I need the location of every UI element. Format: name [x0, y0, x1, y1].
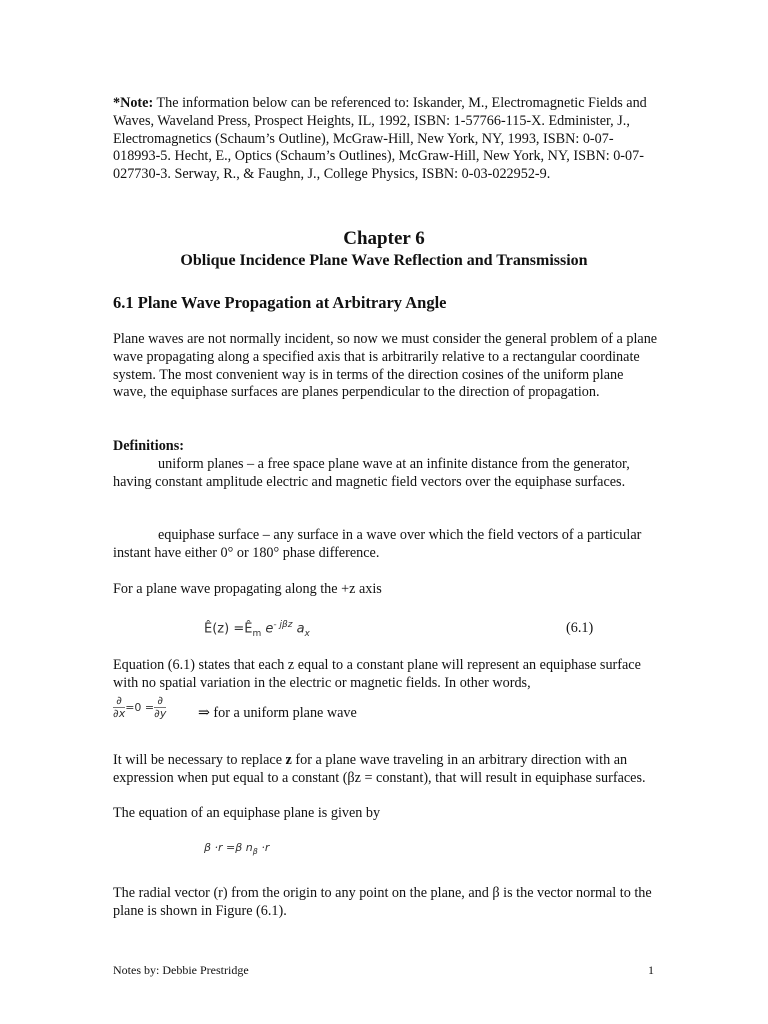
section-heading: 6.1 Plane Wave Propagation at Arbitrary Angle: [113, 293, 447, 312]
plane-wave-z-text: For a plane wave propagating along the +z axis: [113, 581, 382, 597]
fraction-d-dy: $\frac{\partial}{\partial y}$: [154, 694, 167, 720]
intro-paragraph: Plane waves are not normally incident, so now we must consider the general problem of a plane wave propagating along a specified axis that is arbitrarily relative to a rectangular coordinate system. The most convenient way is in terms of the direction cosines of the uniform plane wave, the equiphase surfaces are planes perpendicular to the direction of propagation.: [113, 331, 658, 401]
equation-number-6-1: (6.1): [566, 620, 594, 636]
eq61-unit-vector: a: [292, 621, 305, 637]
equiphase-equation-intro: The equation of an equiphase plane is given by: [113, 805, 381, 821]
eq61-sub-x: x: [304, 628, 310, 639]
eq61-exp-base: e: [261, 621, 274, 637]
note-label: *Note:: [113, 95, 154, 111]
reference-note: [113, 95, 658, 184]
partial-derivative-equation: [113, 695, 166, 720]
equation-6-1: [204, 620, 310, 639]
note-text: The information below can be referenced to: Iskander, M., Electromagnetic Fields and Waves, Waveland Press, Prospect Heights, IL, 1992, ISBN: 1-57766-115-X. Edminister, J., Electromagnetics (Schaum’s Outline), McGraw-Hill, New York, NY, 1993, ISBN: 0-07-018993-5. Hecht, E., Optics (Schaum’s Outlines), McGraw-Hill, New York, NY, ISBN: 0-07-027730-3. Serway, R., & Faughn, J., College Physics, ISBN: 0-03-022952-9.: [113, 95, 647, 183]
eq61-rhs: =Ê: [233, 621, 253, 637]
equiphase-plane-equation: β ·r =β $n_\beta \cdot r$: [204, 841, 270, 857]
chapter-subtitle: Oblique Incidence Plane Wave Reflection and Transmission: [180, 252, 588, 269]
chapter-title: Chapter 6: [343, 228, 425, 249]
equation-explanation: Equation (6.1) states that each z equal to a constant plane will represent an equiphase surface with no spatial variation in the electric or magnetic fields. In other words,: [113, 657, 641, 691]
definition-equiphase-surface: equiphase surface – any surface in a wave over which the field vectors of a particular instant have either 0° or 180° phase difference.: [113, 527, 642, 561]
fraction-d-dx: $\frac{\partial}{\partial x}$: [113, 694, 126, 720]
eq61-sub-m: m: [252, 628, 262, 639]
replace-z-paragraph: It will be necessary to replace z for a plane wave traveling in an arbitrary direction with an expression when put equal to a constant (βz = constant), that will result in equiphase surfaces.: [113, 752, 646, 786]
eq61-lhs: Ê(z): [204, 621, 230, 637]
definitions-heading: Definitions:: [113, 438, 184, 454]
eq61-exponent: - jβz: [273, 620, 293, 630]
footer-author: Notes by: Debbie Prestridge: [113, 963, 249, 977]
uniform-plane-note: ⇒ for a uniform plane wave: [198, 705, 357, 721]
page-number: 1: [648, 963, 654, 977]
definition-uniform-planes: uniform planes – a free space plane wave at an infinite distance from the generator, having constant amplitude electric and magnetic field vectors over the equiphase surfaces.: [113, 456, 630, 490]
radial-vector-paragraph: The radial vector (r) from the origin to any point on the plane, and β is the vector normal to the plane is shown in Figure (6.1).: [113, 885, 652, 919]
equals-zero: =0 =: [125, 701, 155, 714]
